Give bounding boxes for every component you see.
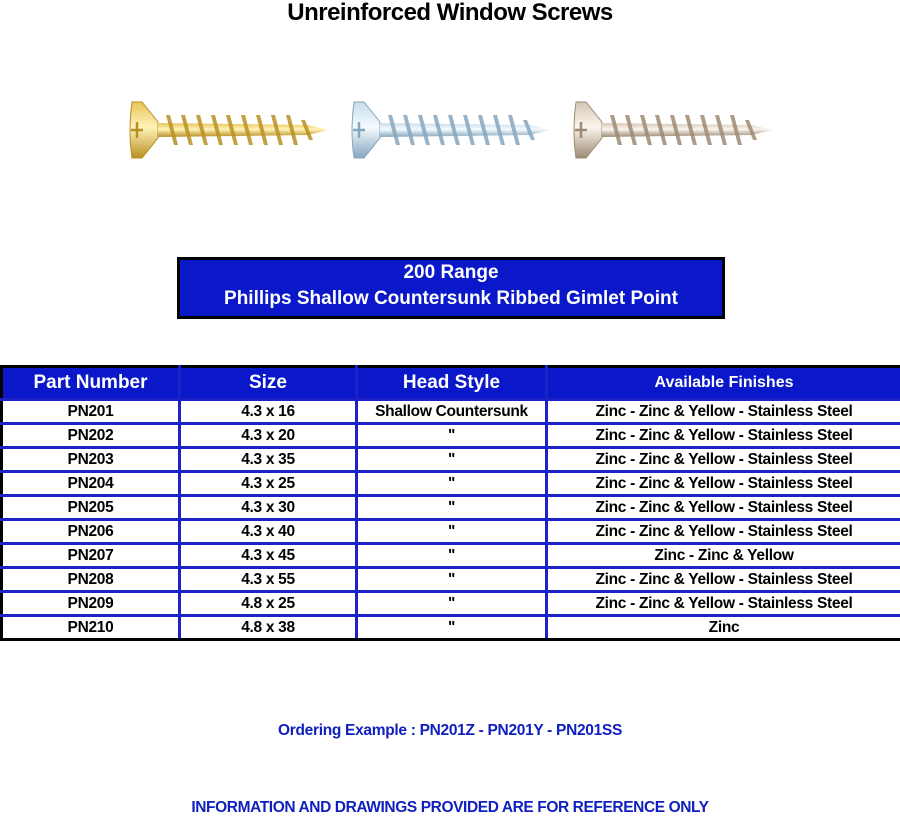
silver-blue-screw	[352, 102, 550, 158]
range-description: Phillips Shallow Countersunk Ribbed Gimlet Point	[180, 286, 722, 312]
ordering-example: Ordering Example : PN201Z - PN201Y - PN201SS	[0, 722, 900, 740]
cell-size: 4.3 x 16	[180, 400, 357, 424]
cell-finishes: Zinc - Zinc & Yellow - Stainless Steel	[547, 568, 900, 592]
cell-size: 4.3 x 40	[180, 520, 357, 544]
header-available-finishes: Available Finishes	[547, 367, 900, 400]
cell-finishes: Zinc - Zinc & Yellow - Stainless Steel	[547, 424, 900, 448]
cell-part-number: PN207	[2, 544, 180, 568]
table-row	[2, 616, 900, 640]
cell-head-style: "	[357, 544, 547, 568]
cell-head-style: Shallow Countersunk	[357, 400, 547, 424]
table-row	[2, 472, 900, 496]
cell-size: 4.8 x 38	[180, 616, 357, 640]
cell-head-style: "	[357, 616, 547, 640]
table-row	[2, 592, 900, 616]
cell-finishes: Zinc - Zinc & Yellow - Stainless Steel	[547, 472, 900, 496]
cell-size: 4.3 x 45	[180, 544, 357, 568]
cell-part-number: PN202	[2, 424, 180, 448]
cell-head-style: "	[357, 520, 547, 544]
table-header-row	[2, 367, 900, 400]
cell-size: 4.3 x 55	[180, 568, 357, 592]
cell-size: 4.3 x 35	[180, 448, 357, 472]
cell-part-number: PN210	[2, 616, 180, 640]
header-size: Size	[180, 367, 357, 400]
cell-head-style: "	[357, 472, 547, 496]
cell-head-style: "	[357, 448, 547, 472]
cell-finishes: Zinc - Zinc & Yellow - Stainless Steel	[547, 448, 900, 472]
cell-size: 4.3 x 30	[180, 496, 357, 520]
cell-finishes: Zinc	[547, 616, 900, 640]
parts-table	[0, 365, 900, 641]
cell-size: 4.3 x 20	[180, 424, 357, 448]
header-part-number: Part Number	[2, 367, 180, 400]
cell-part-number: PN206	[2, 520, 180, 544]
screw-images	[0, 90, 900, 180]
gold-screw	[130, 102, 328, 158]
page-title: Unreinforced Window Screws	[0, 0, 900, 26]
table-row	[2, 496, 900, 520]
table-row	[2, 568, 900, 592]
range-title: 200 Range	[180, 260, 722, 286]
cell-finishes: Zinc - Zinc & Yellow - Stainless Steel	[547, 400, 900, 424]
cell-finishes: Zinc - Zinc & Yellow - Stainless Steel	[547, 592, 900, 616]
cell-part-number: PN201	[2, 400, 180, 424]
table-row	[2, 424, 900, 448]
cell-head-style: "	[357, 424, 547, 448]
cell-finishes: Zinc - Zinc & Yellow - Stainless Steel	[547, 496, 900, 520]
table-row	[2, 520, 900, 544]
cell-part-number: PN203	[2, 448, 180, 472]
cell-part-number: PN205	[2, 496, 180, 520]
cell-head-style: "	[357, 496, 547, 520]
table-row	[2, 448, 900, 472]
cell-head-style: "	[357, 592, 547, 616]
range-banner	[177, 257, 725, 319]
cell-finishes: Zinc - Zinc & Yellow	[547, 544, 900, 568]
cell-part-number: PN204	[2, 472, 180, 496]
cell-size: 4.8 x 25	[180, 592, 357, 616]
disclaimer: INFORMATION AND DRAWINGS PROVIDED ARE FOR REFERENCE ONLY	[0, 799, 900, 817]
table-row	[2, 544, 900, 568]
cell-size: 4.3 x 25	[180, 472, 357, 496]
stainless-screw	[574, 102, 772, 158]
cell-part-number: PN209	[2, 592, 180, 616]
cell-head-style: "	[357, 568, 547, 592]
table-row	[2, 400, 900, 424]
header-head-style: Head Style	[357, 367, 547, 400]
cell-part-number: PN208	[2, 568, 180, 592]
cell-finishes: Zinc - Zinc & Yellow - Stainless Steel	[547, 520, 900, 544]
